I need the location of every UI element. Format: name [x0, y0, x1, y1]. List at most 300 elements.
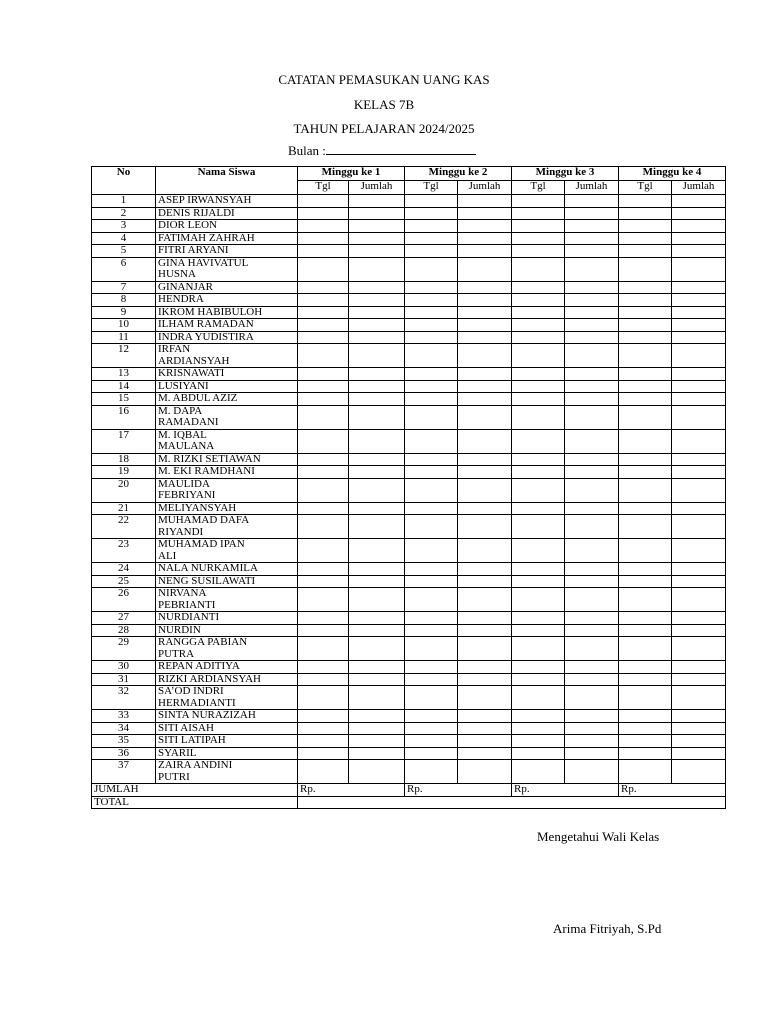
amount-cell	[458, 539, 512, 563]
date-cell	[619, 760, 672, 784]
amount-cell	[458, 710, 512, 723]
amount-cell	[672, 220, 726, 233]
amount-cell	[565, 624, 619, 637]
row-number: 23	[92, 539, 156, 563]
amount-cell	[565, 393, 619, 406]
date-cell	[619, 306, 672, 319]
table-row	[92, 735, 726, 748]
date-cell	[619, 207, 672, 220]
student-name-line: GINANJAR	[158, 280, 213, 293]
amount-cell	[458, 575, 512, 588]
date-cell	[405, 429, 458, 453]
date-cell	[405, 760, 458, 784]
amount-cell	[565, 331, 619, 344]
amount-cell	[349, 319, 405, 332]
date-cell	[512, 575, 565, 588]
amount-cell	[349, 637, 405, 661]
row-number: 24	[92, 563, 156, 576]
date-cell	[619, 380, 672, 393]
subheader-tgl: Tgl	[619, 181, 672, 195]
row-number: 25	[92, 575, 156, 588]
date-cell	[405, 232, 458, 245]
date-cell	[619, 539, 672, 563]
date-cell	[619, 220, 672, 233]
table-row	[92, 393, 726, 406]
week-2-total-cell: Rp.	[405, 784, 512, 797]
amount-cell	[349, 220, 405, 233]
amount-cell	[349, 257, 405, 281]
row-number: 16	[92, 405, 156, 429]
student-name-line: M. ABDUL AZIZ	[158, 392, 238, 404]
document-title: CATATAN PEMASUKAN UANG KAS	[278, 72, 490, 87]
date-cell	[619, 319, 672, 332]
subheader-tgl: Tgl	[512, 181, 565, 195]
student-name	[156, 319, 298, 332]
table-row	[92, 331, 726, 344]
date-cell	[512, 686, 565, 710]
row-number: 30	[92, 661, 156, 674]
row-number: 18	[92, 453, 156, 466]
table-row	[92, 575, 726, 588]
amount-cell	[672, 245, 726, 258]
grand-total-cell	[298, 796, 726, 809]
amount-cell	[349, 722, 405, 735]
amount-cell	[565, 232, 619, 245]
student-name-line: RAMADANI	[158, 416, 219, 428]
amount-cell	[349, 281, 405, 294]
amount-cell	[672, 478, 726, 502]
student-name	[156, 429, 298, 453]
amount-cell	[565, 220, 619, 233]
table-row	[92, 232, 726, 245]
amount-cell	[565, 661, 619, 674]
date-cell	[512, 306, 565, 319]
date-cell	[512, 563, 565, 576]
student-name-line: MUHAMAD DAFA	[158, 514, 250, 526]
cash-ledger-table	[91, 166, 726, 809]
signer-name: Arima Fitriyah, S.Pd	[553, 921, 662, 936]
amount-cell	[458, 673, 512, 686]
date-cell	[619, 575, 672, 588]
student-name	[156, 466, 298, 479]
date-cell	[619, 661, 672, 674]
amount-cell	[565, 368, 619, 381]
amount-cell	[458, 306, 512, 319]
student-name-line: FEBRIYANI	[158, 489, 216, 501]
row-number: 17	[92, 429, 156, 453]
table-row	[92, 722, 726, 735]
amount-cell	[565, 257, 619, 281]
date-cell	[298, 368, 349, 381]
table-row	[92, 686, 726, 710]
date-cell	[405, 466, 458, 479]
header-week-2: Minggu ke 2	[405, 167, 512, 181]
amount-cell	[349, 195, 405, 208]
amount-cell	[672, 624, 726, 637]
date-cell	[298, 453, 349, 466]
student-name	[156, 563, 298, 576]
date-cell	[405, 661, 458, 674]
row-number: 33	[92, 710, 156, 723]
student-name	[156, 380, 298, 393]
student-rows	[92, 195, 726, 784]
date-cell	[512, 368, 565, 381]
date-cell	[512, 661, 565, 674]
amount-cell	[458, 207, 512, 220]
amount-cell	[349, 539, 405, 563]
date-cell	[512, 245, 565, 258]
student-name-line: SINTA NURAZIZAH	[158, 709, 256, 721]
student-name	[156, 405, 298, 429]
amount-cell	[458, 294, 512, 307]
amount-cell	[672, 515, 726, 539]
amount-cell	[349, 232, 405, 245]
student-name-line: RANGGA PABIAN	[158, 636, 248, 648]
student-name-line: MAULANA	[158, 440, 215, 452]
amount-cell	[672, 686, 726, 710]
student-name	[156, 760, 298, 784]
student-name-line: INDRA YUDISTIRA	[158, 330, 254, 343]
date-cell	[619, 393, 672, 406]
date-cell	[619, 344, 672, 368]
date-cell	[405, 306, 458, 319]
table-row	[92, 760, 726, 784]
row-number: 13	[92, 368, 156, 381]
student-name	[156, 453, 298, 466]
student-name	[156, 686, 298, 710]
amount-cell	[458, 405, 512, 429]
amount-cell	[672, 539, 726, 563]
student-name-line: MAULIDA	[158, 477, 210, 490]
date-cell	[298, 760, 349, 784]
date-cell	[619, 502, 672, 515]
table-row	[92, 220, 726, 233]
row-number: 4	[92, 232, 156, 245]
amount-cell	[349, 478, 405, 502]
student-name-line: FITRI ARYANI	[158, 244, 229, 256]
amount-cell	[672, 319, 726, 332]
date-cell	[619, 673, 672, 686]
date-cell	[619, 588, 672, 612]
date-cell	[405, 405, 458, 429]
date-cell	[298, 331, 349, 344]
table-row	[92, 502, 726, 515]
row-number: 12	[92, 344, 156, 368]
date-cell	[512, 319, 565, 332]
jumlah-label: JUMLAH	[92, 784, 298, 797]
jumlah-row	[92, 784, 726, 797]
student-name	[156, 612, 298, 625]
date-cell	[405, 612, 458, 625]
amount-cell	[565, 294, 619, 307]
date-cell	[405, 478, 458, 502]
amount-cell	[458, 429, 512, 453]
table-row	[92, 245, 726, 258]
row-number: 8	[92, 294, 156, 307]
date-cell	[405, 637, 458, 661]
student-name-line: NENG SUSILAWATI	[158, 574, 256, 587]
date-cell	[298, 220, 349, 233]
date-cell	[405, 722, 458, 735]
amount-cell	[458, 624, 512, 637]
date-cell	[298, 232, 349, 245]
date-cell	[298, 294, 349, 307]
amount-cell	[458, 281, 512, 294]
amount-cell	[565, 281, 619, 294]
header-row	[92, 167, 726, 181]
date-cell	[298, 710, 349, 723]
student-name-line: ZAIRA ANDINI	[158, 759, 233, 771]
amount-cell	[565, 612, 619, 625]
date-cell	[298, 612, 349, 625]
amount-cell	[565, 405, 619, 429]
header-week-1: Minggu ke 1	[298, 167, 405, 181]
amount-cell	[458, 344, 512, 368]
student-name	[156, 344, 298, 368]
amount-cell	[672, 429, 726, 453]
amount-cell	[672, 722, 726, 735]
date-cell	[512, 722, 565, 735]
amount-cell	[349, 760, 405, 784]
amount-cell	[565, 380, 619, 393]
row-number: 2	[92, 207, 156, 220]
date-cell	[405, 624, 458, 637]
amount-cell	[349, 344, 405, 368]
subheader-jumlah: Jumlah	[672, 181, 726, 195]
amount-cell	[458, 686, 512, 710]
student-name-line: MELIYANSYAH	[158, 501, 237, 514]
table-row	[92, 637, 726, 661]
date-cell	[512, 344, 565, 368]
date-cell	[405, 588, 458, 612]
student-name-line: NIRVANA	[158, 587, 207, 599]
student-name-line: M. RIZKI SETIAWAN	[158, 452, 261, 465]
date-cell	[512, 220, 565, 233]
row-number: 3	[92, 220, 156, 233]
date-cell	[619, 195, 672, 208]
date-cell	[619, 686, 672, 710]
date-cell	[619, 453, 672, 466]
student-name	[156, 661, 298, 674]
student-name-line: GINA HAVIVATUL	[158, 256, 249, 269]
row-number: 36	[92, 747, 156, 760]
date-cell	[298, 735, 349, 748]
student-name-line: IKROM HABIBULOH	[158, 305, 263, 318]
student-name	[156, 281, 298, 294]
amount-cell	[672, 710, 726, 723]
table-row	[92, 466, 726, 479]
row-number: 37	[92, 760, 156, 784]
row-number: 21	[92, 502, 156, 515]
student-name	[156, 502, 298, 515]
row-number: 27	[92, 612, 156, 625]
table-row	[92, 539, 726, 563]
date-cell	[619, 747, 672, 760]
date-cell	[619, 478, 672, 502]
date-cell	[512, 380, 565, 393]
table-row	[92, 429, 726, 453]
date-cell	[512, 257, 565, 281]
amount-cell	[349, 502, 405, 515]
date-cell	[298, 686, 349, 710]
row-number: 11	[92, 331, 156, 344]
date-cell	[619, 515, 672, 539]
date-cell	[619, 281, 672, 294]
date-cell	[619, 563, 672, 576]
amount-cell	[672, 281, 726, 294]
month-field	[288, 142, 476, 159]
date-cell	[405, 453, 458, 466]
amount-cell	[565, 306, 619, 319]
student-name-line: HERMADIANTI	[158, 696, 236, 709]
row-number: 22	[92, 515, 156, 539]
date-cell	[512, 453, 565, 466]
amount-cell	[458, 331, 512, 344]
amount-cell	[458, 588, 512, 612]
amount-cell	[349, 747, 405, 760]
date-cell	[405, 245, 458, 258]
date-cell	[298, 637, 349, 661]
student-name	[156, 306, 298, 319]
date-cell	[619, 405, 672, 429]
date-cell	[298, 306, 349, 319]
student-name	[156, 673, 298, 686]
date-cell	[619, 331, 672, 344]
student-name	[156, 368, 298, 381]
amount-cell	[349, 380, 405, 393]
amount-cell	[565, 453, 619, 466]
date-cell	[298, 539, 349, 563]
week-4-total-cell: Rp.	[619, 784, 726, 797]
date-cell	[298, 747, 349, 760]
student-name-line: PUTRI	[158, 770, 190, 783]
table-row	[92, 319, 726, 332]
amount-cell	[672, 380, 726, 393]
amount-cell	[458, 478, 512, 502]
date-cell	[298, 575, 349, 588]
month-label: Bulan :	[288, 143, 326, 158]
amount-cell	[672, 637, 726, 661]
amount-cell	[672, 502, 726, 515]
amount-cell	[565, 735, 619, 748]
amount-cell	[458, 637, 512, 661]
amount-cell	[672, 453, 726, 466]
subheader-jumlah: Jumlah	[458, 181, 512, 195]
date-cell	[405, 294, 458, 307]
subheader-jumlah: Jumlah	[349, 181, 405, 195]
row-number: 15	[92, 393, 156, 406]
row-number: 26	[92, 588, 156, 612]
amount-cell	[565, 686, 619, 710]
amount-cell	[672, 331, 726, 344]
date-cell	[298, 624, 349, 637]
student-name-line: MUHAMAD IPAN	[158, 538, 245, 550]
date-cell	[405, 673, 458, 686]
date-cell	[298, 673, 349, 686]
date-cell	[298, 195, 349, 208]
row-number: 5	[92, 245, 156, 258]
date-cell	[619, 466, 672, 479]
date-cell	[298, 245, 349, 258]
row-number: 32	[92, 686, 156, 710]
amount-cell	[458, 393, 512, 406]
amount-cell	[565, 344, 619, 368]
date-cell	[298, 281, 349, 294]
amount-cell	[672, 466, 726, 479]
date-cell	[512, 478, 565, 502]
student-name-line: SA’OD INDRI	[158, 685, 224, 697]
row-number: 29	[92, 637, 156, 661]
amount-cell	[349, 673, 405, 686]
table-row	[92, 195, 726, 208]
amount-cell	[349, 612, 405, 625]
date-cell	[512, 624, 565, 637]
date-cell	[512, 232, 565, 245]
amount-cell	[672, 195, 726, 208]
total-row	[92, 796, 726, 809]
row-number: 20	[92, 478, 156, 502]
table-row	[92, 710, 726, 723]
date-cell	[405, 393, 458, 406]
amount-cell	[349, 294, 405, 307]
amount-cell	[565, 588, 619, 612]
date-cell	[619, 710, 672, 723]
amount-cell	[672, 294, 726, 307]
amount-cell	[349, 624, 405, 637]
student-name-line: SITI AISAH	[158, 721, 214, 734]
table-row	[92, 368, 726, 381]
date-cell	[298, 380, 349, 393]
table-row	[92, 453, 726, 466]
amount-cell	[565, 245, 619, 258]
date-cell	[298, 344, 349, 368]
amount-cell	[565, 722, 619, 735]
student-name-line: IRFAN	[158, 343, 191, 355]
student-name-line: PUTRA	[158, 647, 195, 660]
student-name	[156, 393, 298, 406]
date-cell	[512, 710, 565, 723]
student-name-line: SYARIL	[158, 746, 197, 759]
amount-cell	[565, 466, 619, 479]
date-cell	[298, 257, 349, 281]
date-cell	[512, 393, 565, 406]
student-name-line: NURDIANTI	[158, 611, 220, 623]
table-row	[92, 563, 726, 576]
amount-cell	[458, 747, 512, 760]
table-row	[92, 661, 726, 674]
amount-cell	[349, 453, 405, 466]
header-student-name: Nama Siswa	[156, 167, 298, 195]
student-name-line: LUSIYANI	[158, 379, 209, 392]
subheader-jumlah: Jumlah	[565, 181, 619, 195]
row-number: 31	[92, 673, 156, 686]
amount-cell	[458, 232, 512, 245]
student-name	[156, 624, 298, 637]
table-row	[92, 405, 726, 429]
student-name	[156, 220, 298, 233]
student-name-line: HENDRA	[158, 293, 204, 305]
amount-cell	[349, 331, 405, 344]
date-cell	[619, 232, 672, 245]
amount-cell	[672, 257, 726, 281]
date-cell	[298, 405, 349, 429]
student-name-line: NALA NURKAMILA	[158, 562, 258, 574]
amount-cell	[349, 429, 405, 453]
header-week-4: Minggu ke 4	[619, 167, 726, 181]
amount-cell	[672, 393, 726, 406]
amount-cell	[565, 502, 619, 515]
student-name-line: PEBRIANTI	[158, 598, 216, 611]
